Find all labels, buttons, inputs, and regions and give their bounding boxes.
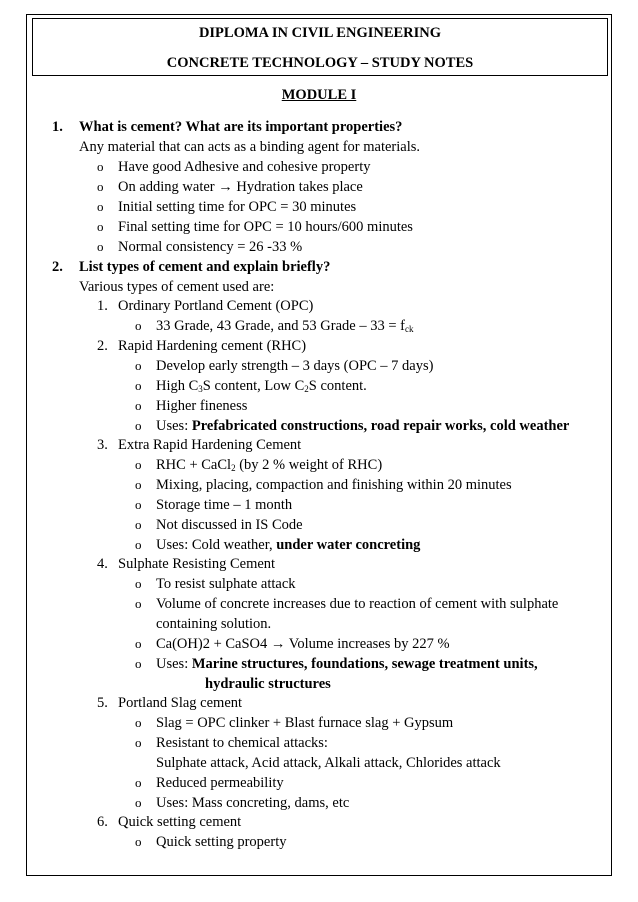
q2-question: List types of cement and explain briefly? bbox=[79, 259, 331, 275]
type-4-bullet-4-line-2: hydraulic structures bbox=[205, 676, 331, 692]
bullet: o bbox=[135, 517, 142, 532]
type-3-bullet-3: Storage time – 1 month bbox=[156, 497, 293, 513]
type-2-bullet-3: Higher fineness bbox=[156, 398, 248, 414]
type-2-bullet-4: Uses: Prefabricated constructions, road repair works, cold weather bbox=[156, 418, 570, 434]
type-5-bullet-3: Reduced permeability bbox=[156, 775, 284, 791]
type-1-number: 1. bbox=[97, 298, 108, 314]
header-title: DIPLOMA IN CIVIL ENGINEERING bbox=[198, 25, 442, 41]
type-2-bullet-1: Develop early strength – 3 days (OPC – 7 days) bbox=[156, 358, 434, 374]
type-1-name: Ordinary Portland Cement (OPC) bbox=[118, 298, 314, 314]
bullet: o bbox=[135, 656, 142, 671]
type-3-bullet-1: RHC + CaCl$_2$ (by 2 % weight of RHC) bbox=[156, 457, 383, 473]
q1-bullet-2: On adding water → Hydration takes place bbox=[118, 179, 363, 195]
bullet: o bbox=[135, 735, 142, 750]
type-3-bullet-5: Uses: Cold weather, under water concreting bbox=[156, 537, 421, 553]
bullet: o bbox=[135, 834, 142, 849]
q2-intro: Various types of cement used are: bbox=[79, 279, 275, 295]
type-6-name: Quick setting cement bbox=[118, 814, 242, 830]
q1-number: 1. bbox=[52, 119, 63, 135]
bullet: o bbox=[97, 239, 104, 254]
module-heading: MODULE I bbox=[281, 87, 357, 103]
type-4-bullet-2-line-2: containing solution. bbox=[156, 616, 272, 632]
type-3-number: 3. bbox=[97, 437, 108, 453]
bullet: o bbox=[135, 378, 142, 393]
bullet: o bbox=[97, 159, 104, 174]
type-4-name: Sulphate Resisting Cement bbox=[118, 556, 276, 572]
bullet: o bbox=[97, 199, 104, 214]
bullet: o bbox=[135, 398, 142, 413]
bullet: o bbox=[135, 318, 142, 333]
bullet: o bbox=[135, 537, 142, 552]
type-4-bullet-3: Ca(OH)2 + CaSO4 → Volume increases by 227 % bbox=[156, 636, 450, 652]
type-5-name: Portland Slag cement bbox=[118, 695, 243, 711]
bullet: o bbox=[135, 795, 142, 810]
bullet: o bbox=[135, 358, 142, 373]
type-3-bullet-2: Mixing, placing, compaction and finishing within 20 minutes bbox=[156, 477, 512, 493]
bullet: o bbox=[97, 219, 104, 234]
q1-bullet-4: Final setting time for OPC = 10 hours/600 minutes bbox=[118, 219, 413, 235]
bullet: o bbox=[135, 418, 142, 433]
header-subtitle: CONCRETE TECHNOLOGY – STUDY NOTES bbox=[166, 55, 474, 71]
bullet: o bbox=[135, 576, 142, 591]
type-6-number: 6. bbox=[97, 814, 108, 830]
type-2-name: Rapid Hardening cement (RHC) bbox=[118, 338, 307, 354]
q2-number: 2. bbox=[52, 259, 63, 275]
type-4-bullet-2-line-1: Volume of concrete increases due to reaction of cement with sulphate bbox=[156, 596, 559, 612]
bullet: o bbox=[135, 596, 142, 611]
type-6-bullet-1: Quick setting property bbox=[156, 834, 287, 850]
type-1-bullet-1: 33 Grade, 43 Grade, and 53 Grade – $33 = f_{ck}$ bbox=[156, 318, 414, 334]
bullet: o bbox=[135, 636, 142, 651]
header-box bbox=[32, 18, 608, 76]
q1-bullet-1: Have good Adhesive and cohesive property bbox=[118, 159, 371, 175]
bullet: o bbox=[135, 775, 142, 790]
bullet: o bbox=[97, 179, 104, 194]
bullet: o bbox=[135, 715, 142, 730]
type-3-bullet-4: Not discussed in IS Code bbox=[156, 517, 303, 533]
type-5-bullet-4: Uses: Mass concreting, dams, etc bbox=[156, 795, 350, 811]
type-5-number: 5. bbox=[97, 695, 108, 711]
type-5-bullet-2-line-1: Resistant to chemical attacks: bbox=[156, 735, 328, 751]
q1-bullet-3: Initial setting time for OPC = 30 minutes bbox=[118, 199, 357, 215]
bullet: o bbox=[135, 497, 142, 512]
bullet: o bbox=[135, 457, 142, 472]
type-5-bullet-1: Slag = OPC clinker + Blast furnace slag + Gypsum bbox=[156, 715, 454, 731]
type-4-bullet-1: To resist sulphate attack bbox=[156, 576, 296, 592]
type-4-bullet-4-line-1: Uses: Marine structures, foundations, sewage treatment units, bbox=[156, 656, 538, 672]
type-3-name: Extra Rapid Hardening Cement bbox=[118, 437, 302, 453]
bullet: o bbox=[135, 477, 142, 492]
type-2-bullet-2: High $C_3S$ content, Low $C_2S$ content. bbox=[156, 378, 367, 394]
q1-intro: Any material that can acts as a binding agent for materials. bbox=[79, 139, 421, 155]
type-5-bullet-2-line-2: Sulphate attack, Acid attack, Alkali attack, Chlorides attack bbox=[156, 755, 501, 771]
type-2-number: 2. bbox=[97, 338, 108, 354]
q1-question: What is cement? What are its important properties? bbox=[79, 119, 403, 135]
q1-bullet-5: Normal consistency = 26 -33 % bbox=[118, 239, 303, 255]
type-4-number: 4. bbox=[97, 556, 108, 572]
